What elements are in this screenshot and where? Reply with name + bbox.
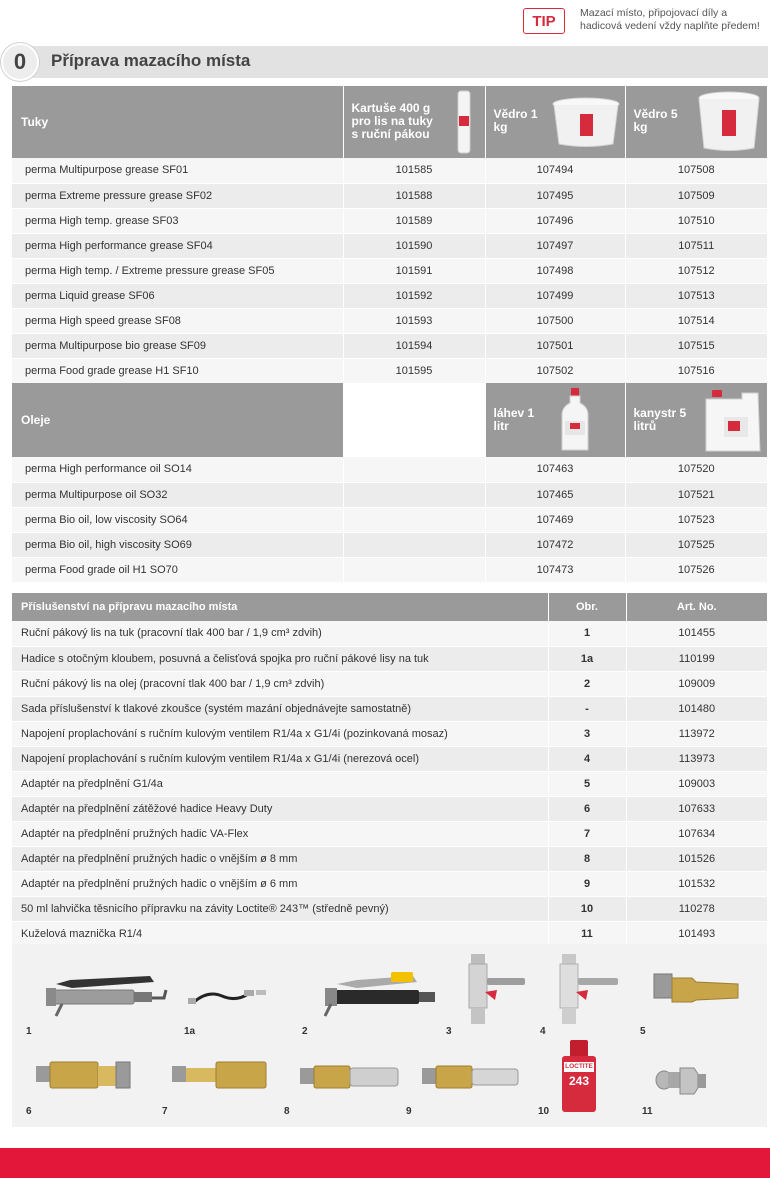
table-row	[12, 532, 767, 557]
accessory-figure: 5	[548, 771, 626, 796]
ball-valve-brass-icon	[459, 952, 529, 1028]
part-label-3: 3	[446, 1026, 452, 1037]
art-no-cartridge: 101593	[343, 308, 485, 333]
part-label-7: 7	[162, 1106, 168, 1117]
section-number: 0	[1, 43, 39, 81]
art-no-cartridge: 101588	[343, 183, 485, 208]
art-no-bottle: 107465	[485, 482, 625, 507]
canister-label: kanystr 5 litrů	[633, 406, 687, 433]
greases-header-label: Tuky	[12, 86, 343, 158]
table-row	[12, 158, 767, 183]
art-no-bottle: 107473	[485, 557, 625, 582]
art-no-bucket-1kg: 107501	[485, 333, 625, 358]
accessory-figure: 9	[548, 871, 626, 896]
accessory-name: Ruční pákový lis na olej (pracovní tlak 400 bar / 1,9 cm³ zdvih)	[12, 671, 548, 696]
art-no-bucket-1kg: 107495	[485, 183, 625, 208]
accessory-name: Sada příslušenství k tlakové zkoušce (systém mazání objednávejte samostatně)	[12, 696, 548, 721]
tip-text: Mazací místo, připojovací díly a hadicová vedení vždy naplňte předem!	[580, 7, 760, 32]
table-cell-empty	[343, 482, 485, 507]
accessory-name: Ruční pákový lis na tuk (pracovní tlak 400 bar / 1,9 cm³ zdvih)	[12, 621, 548, 646]
part-label-5: 5	[640, 1026, 646, 1037]
table-cell-empty	[343, 532, 485, 557]
art-no-bucket-5kg: 107511	[625, 233, 767, 258]
accessories-table	[12, 593, 767, 947]
accessory-name: Kuželová maznička R1/4	[12, 921, 548, 946]
part-label-4: 4	[540, 1026, 546, 1037]
table-row	[12, 646, 767, 671]
table-row	[12, 871, 767, 896]
accessory-name: 50 ml lahvička těsnicího přípravku na závity Loctite® 243™ (středně pevný)	[12, 896, 548, 921]
accessory-figure: -	[548, 696, 626, 721]
ball-valve-steel-icon	[550, 952, 622, 1028]
product-name: perma Bio oil, high viscosity SO69	[12, 532, 343, 557]
cartridge-label: Kartuše 400 g pro lis na tuky s ruční pákou	[351, 101, 433, 141]
table-cell-empty	[343, 457, 485, 482]
hose-icon	[188, 984, 268, 1010]
product-name: perma High temp. grease SF03	[12, 208, 343, 233]
art-no-bucket-5kg: 107513	[625, 283, 767, 308]
table-row	[12, 482, 767, 507]
oils-header-canister	[625, 383, 767, 457]
accessory-name: Adaptér na předplnění pružných hadic o vnějším ø 6 mm	[12, 871, 548, 896]
table-row	[12, 358, 767, 383]
accessory-art-no: 101493	[626, 921, 767, 946]
oils-header-label: Oleje	[12, 383, 343, 457]
grease-nipple-icon	[654, 1062, 708, 1100]
table-row	[12, 696, 767, 721]
product-name: perma High temp. / Extreme pressure grease SF05	[12, 258, 343, 283]
product-name: perma Bio oil, low viscosity SO64	[12, 507, 343, 532]
accessory-figure: 2	[548, 671, 626, 696]
art-no-cartridge: 101594	[343, 333, 485, 358]
accessory-art-no: 107633	[626, 796, 767, 821]
greases-header-bucket-5kg	[625, 86, 767, 158]
art-no-canister: 107525	[625, 532, 767, 557]
grease-gun-icon	[42, 972, 172, 1022]
accessory-name: Hadice s otočným kloubem, posuvná a čelisťová spojka pro ruční pákové lisy na tuk	[12, 646, 548, 671]
bucket-5kg-label: Vědro 5 kg	[633, 107, 678, 134]
product-name: perma Liquid grease SF06	[12, 283, 343, 308]
accessory-art-no: 101455	[626, 621, 767, 646]
art-no-bucket-5kg: 107510	[625, 208, 767, 233]
accessory-art-no: 109009	[626, 671, 767, 696]
accessory-name: Adaptér na předplnění pružných hadic o vnějším ø 8 mm	[12, 846, 548, 871]
art-no-bucket-1kg: 107499	[485, 283, 625, 308]
accessory-art-no: 110199	[626, 646, 767, 671]
accessory-art-no: 101480	[626, 696, 767, 721]
accessories-header-name: Příslušenství na přípravu mazacího místa	[12, 593, 548, 621]
part-label-2: 2	[302, 1026, 308, 1037]
loctite-bottle-icon	[560, 1040, 598, 1114]
table-row	[12, 771, 767, 796]
art-no-cartridge: 101591	[343, 258, 485, 283]
adapter-va-flex-icon	[170, 1056, 270, 1096]
art-no-bucket-5kg: 107508	[625, 158, 767, 183]
accessory-name: Napojení proplachování s ručním kulovým ventilem R1/4a x G1/4i (pozinkovaná mosaz)	[12, 721, 548, 746]
part-label-9: 9	[406, 1106, 412, 1117]
product-name: perma Food grade grease H1 SF10	[12, 358, 343, 383]
part-label-11: 11	[642, 1106, 653, 1117]
art-no-cartridge: 101589	[343, 208, 485, 233]
greases-header-bucket-1kg	[485, 86, 625, 158]
cartridge-icon	[456, 90, 472, 154]
bucket-5kg-icon	[696, 90, 762, 154]
part-label-1a: 1a	[184, 1026, 196, 1037]
accessory-name: Adaptér na předplnění zátěžové hadice Heavy Duty	[12, 796, 548, 821]
table-row	[12, 671, 767, 696]
accessory-art-no: 101532	[626, 871, 767, 896]
art-no-canister: 107523	[625, 507, 767, 532]
table-cell-empty	[343, 557, 485, 582]
art-no-bucket-1kg: 107497	[485, 233, 625, 258]
accessory-figure: 10	[548, 896, 626, 921]
table-row	[12, 921, 767, 946]
accessory-art-no: 109003	[626, 771, 767, 796]
art-no-bucket-1kg: 107496	[485, 208, 625, 233]
table-row	[12, 233, 767, 258]
bucket-1kg-icon	[550, 96, 622, 148]
table-row	[12, 333, 767, 358]
accessory-art-no: 110278	[626, 896, 767, 921]
art-no-canister: 107526	[625, 557, 767, 582]
accessory-figure: 1	[548, 621, 626, 646]
greases-header-cartridge	[343, 86, 485, 158]
art-no-cartridge: 101585	[343, 158, 485, 183]
product-name: perma Multipurpose grease SF01	[12, 158, 343, 183]
accessories-header-art: Art. No.	[626, 593, 767, 621]
art-no-cartridge: 101595	[343, 358, 485, 383]
product-name: perma Food grade oil H1 SO70	[12, 557, 343, 582]
loctite-brand: LOCTITE	[565, 1063, 593, 1070]
table-row	[12, 621, 767, 646]
table-row	[12, 746, 767, 771]
art-no-cartridge: 101592	[343, 283, 485, 308]
art-no-canister: 107521	[625, 482, 767, 507]
accessory-figure: 7	[548, 821, 626, 846]
table-row	[12, 721, 767, 746]
adapter-8mm-icon	[298, 1060, 402, 1094]
part-label-8: 8	[284, 1106, 290, 1117]
part-label-10: 10	[538, 1106, 550, 1117]
adapter-heavy-duty-icon	[34, 1056, 134, 1096]
accessory-name: Napojení proplachování s ručním kulovým ventilem R1/4a x G1/4i (nerezová ocel)	[12, 746, 548, 771]
accessory-name: Adaptér na předplnění G1/4a	[12, 771, 548, 796]
part-label-1: 1	[26, 1026, 32, 1037]
tip-badge: TIP	[523, 8, 565, 34]
adapter-6mm-icon	[420, 1060, 524, 1094]
footer-bar	[0, 1148, 770, 1178]
accessory-art-no: 107634	[626, 821, 767, 846]
accessory-art-no: 101526	[626, 846, 767, 871]
accessory-name: Adaptér na předplnění pružných hadic VA-Flex	[12, 821, 548, 846]
table-row	[12, 457, 767, 482]
table-cell-empty	[343, 507, 485, 532]
accessory-figure: 4	[548, 746, 626, 771]
table-row	[12, 796, 767, 821]
product-name: perma High performance oil SO14	[12, 457, 343, 482]
art-no-bucket-5kg: 107515	[625, 333, 767, 358]
art-no-bucket-1kg: 107498	[485, 258, 625, 283]
art-no-bucket-1kg: 107502	[485, 358, 625, 383]
product-name: perma High performance grease SF04	[12, 233, 343, 258]
loctite-number: 243	[568, 1074, 590, 1088]
art-no-bottle: 107472	[485, 532, 625, 557]
table-row	[12, 183, 767, 208]
bottle-icon	[560, 387, 590, 453]
art-no-bucket-5kg: 107512	[625, 258, 767, 283]
adapter-g14-icon	[652, 968, 742, 1012]
art-no-cartridge: 101590	[343, 233, 485, 258]
accessory-figure: 8	[548, 846, 626, 871]
oils-header-empty	[343, 383, 485, 457]
table-row	[12, 821, 767, 846]
table-row	[12, 507, 767, 532]
oil-gun-icon	[317, 972, 445, 1022]
product-name: perma Multipurpose bio grease SF09	[12, 333, 343, 358]
table-row	[12, 557, 767, 582]
table-row	[12, 308, 767, 333]
bucket-1kg-label: Vědro 1 kg	[493, 107, 538, 134]
art-no-bucket-1kg: 107494	[485, 158, 625, 183]
product-name: perma Extreme pressure grease SF02	[12, 183, 343, 208]
table-row	[12, 846, 767, 871]
product-name: perma High speed grease SF08	[12, 308, 343, 333]
art-no-bucket-5kg: 107509	[625, 183, 767, 208]
art-no-bucket-1kg: 107500	[485, 308, 625, 333]
product-name: perma Multipurpose oil SO32	[12, 482, 343, 507]
section-title: Příprava mazacího místa	[51, 51, 251, 70]
part-label-6: 6	[26, 1106, 32, 1117]
table-row	[12, 896, 767, 921]
art-no-bottle: 107469	[485, 507, 625, 532]
greases-table	[12, 86, 767, 384]
accessory-figure: 3	[548, 721, 626, 746]
accessory-art-no: 113973	[626, 746, 767, 771]
table-row	[12, 208, 767, 233]
parts-image-area	[12, 944, 767, 1127]
accessory-figure: 1a	[548, 646, 626, 671]
canister-icon	[702, 389, 764, 453]
table-row	[12, 258, 767, 283]
accessory-art-no: 113972	[626, 721, 767, 746]
oils-header-bottle	[485, 383, 625, 457]
art-no-bucket-5kg: 107514	[625, 308, 767, 333]
accessories-header-obr: Obr.	[548, 593, 626, 621]
art-no-canister: 107520	[625, 457, 767, 482]
accessory-figure: 6	[548, 796, 626, 821]
bottle-label: láhev 1 litr	[493, 406, 535, 433]
art-no-bucket-5kg: 107516	[625, 358, 767, 383]
art-no-bottle: 107463	[485, 457, 625, 482]
table-row	[12, 283, 767, 308]
accessory-figure: 11	[548, 921, 626, 946]
oils-table	[12, 383, 767, 583]
